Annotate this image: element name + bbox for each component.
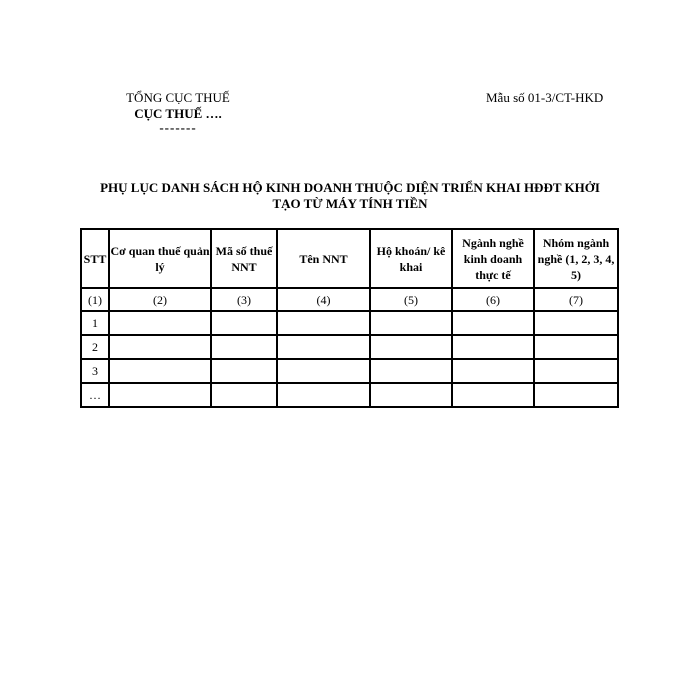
row-stt: 1 [81,311,109,335]
table-cell [211,383,277,407]
table-cell [370,335,452,359]
column-number: (6) [452,288,534,311]
table-cell [277,311,370,335]
table-row [81,359,618,383]
header-household-type: Hộ khoán/ kê khai [370,229,452,288]
document-title [80,180,620,212]
agency-name: TỔNG CỤC THUẾ [126,90,230,105]
column-number-row [81,288,618,311]
title-line-1: PHỤ LỤC DANH SÁCH HỘ KINH DOANH THUỘC DIỆN TRIỂN KHAI HĐĐT KHỞI [100,180,600,195]
table-row [81,383,618,407]
table-cell [370,359,452,383]
table-cell [534,359,618,383]
title-line-2: TẠO TỪ MÁY TÍNH TIỀN [272,196,428,211]
household-list-table [80,228,619,408]
row-stt: 2 [81,335,109,359]
table-cell [211,359,277,383]
table-cell [534,383,618,407]
table-cell [211,335,277,359]
table-cell [109,311,211,335]
form-code: Mẫu số 01-3/CT-HKD [486,90,604,105]
column-number: (2) [109,288,211,311]
header-tax-code: Mã số thuế NNT [211,229,277,288]
table-cell [534,311,618,335]
table-row [81,335,618,359]
header-business-group: Nhóm ngành nghề (1, 2, 3, 4, 5) [534,229,618,288]
row-stt: … [81,383,109,407]
department-name: CỤC THUẾ …. [134,106,222,121]
table-cell [109,359,211,383]
table-header-row [81,229,618,288]
table-cell [109,383,211,407]
header-stt: STT [81,229,109,288]
column-number: (5) [370,288,452,311]
header-business-line: Ngành nghề kinh doanh thực tế [452,229,534,288]
table-cell [277,335,370,359]
table-cell [211,311,277,335]
agency-block [118,90,238,134]
table-cell [452,311,534,335]
agency-divider: ------- [159,120,197,135]
table-cell [277,383,370,407]
column-number: (4) [277,288,370,311]
header-taxpayer-name: Tên NNT [277,229,370,288]
header-tax-authority: Cơ quan thuế quản lý [109,229,211,288]
table-cell [370,311,452,335]
table-cell [452,335,534,359]
column-number: (7) [534,288,618,311]
table-row [81,311,618,335]
table-cell [109,335,211,359]
column-number: (1) [81,288,109,311]
table-cell [534,335,618,359]
table-cell [452,383,534,407]
row-stt: 3 [81,359,109,383]
table-cell [370,383,452,407]
table-cell [452,359,534,383]
column-number: (3) [211,288,277,311]
table-cell [277,359,370,383]
